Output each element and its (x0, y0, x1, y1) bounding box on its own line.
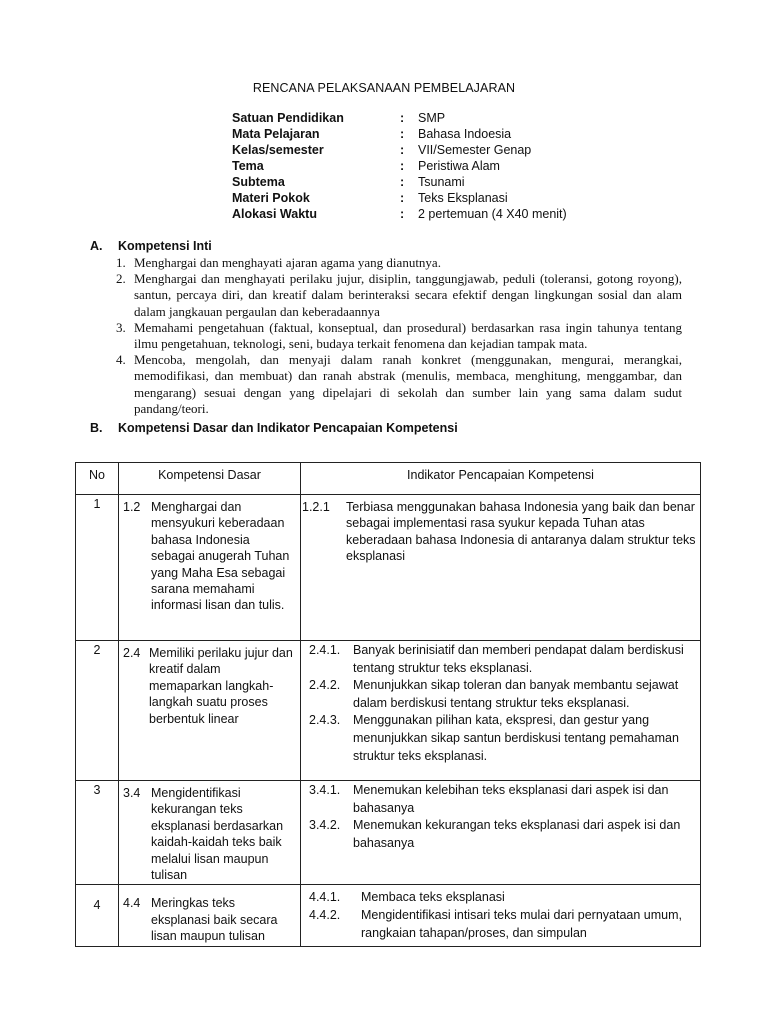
kd-text: Meringkas teks eksplanasi baik secara lisan maupun tulisan (151, 896, 278, 944)
section-b-letter: B. (90, 421, 103, 435)
identity-label: Tema (232, 159, 264, 173)
indicator-text: Menunjukkan sikap toleran dan banyak membantu sejawat dalam berdiskusi tentang struktur teks eksplanasi. (353, 678, 679, 710)
list-item-text: Mencoba, mengolah, dan menyaji dalam ranah konkret (menggunakan, mengurai, merangkai, memodifikasi, dan membuat) dan ranah abstrak (menulis, membaca, menghitung, menggambar, dan mengarang) sesuai dengan yang dipelajari di sekolah dan sumber lain yang sama dalam sudut pandang/teori. (134, 352, 682, 416)
indicator-code: 1.2.1 (302, 500, 330, 514)
indicator-text: Terbiasa menggunakan bahasa Indonesia yang baik dan benar sebagai implementasi rasa syukur kepada Tuhan atas keberadaan bahasa Indonesia di antaranya dalam struktur teks eksplanasi (346, 500, 696, 564)
indicator-cell (301, 781, 701, 885)
kompetensi-inti-list (90, 255, 682, 417)
identity-colon: : (400, 127, 405, 141)
table-row (76, 495, 701, 641)
list-item (116, 255, 682, 271)
document-title: RENCANA PELAKSANAAN PEMBELAJARAN (252, 81, 516, 95)
table-header-row (76, 463, 701, 495)
list-item-text: Menghargai dan menghayati perilaku jujur, disiplin, tanggungjawab, peduli (toleransi, gotong royong), santun, percaya diri, dan kreatif dalam berinteraksi secara efektif dengan lingkungan sosial dan alam dalam jangkauan pergaulan dan keberadaannya (134, 271, 682, 319)
indicator-text: Membaca teks eksplanasi (361, 890, 505, 905)
section-kompetensi-inti (90, 238, 682, 417)
kd-cell (119, 781, 301, 885)
identity-row-satuan (232, 110, 567, 126)
indicator-code: 2.4.3. (309, 713, 341, 728)
identity-block (232, 110, 567, 222)
identity-label: Satuan Pendidikan (232, 111, 344, 125)
identity-colon: : (400, 159, 405, 173)
indicator-cell (301, 495, 701, 641)
indicator-code: 3.4.1. (309, 783, 341, 797)
table-row (76, 885, 701, 947)
identity-row-kelas (232, 142, 567, 158)
identity-colon: : (400, 207, 405, 221)
identity-value: VII/Semester Genap (418, 143, 532, 157)
section-a-letter: A. (90, 239, 103, 253)
identity-value: Tsunami (418, 175, 465, 189)
indicator-cell (301, 641, 701, 781)
identity-value: Bahasa Indoesia (418, 127, 512, 141)
indicator-text: Mengidentifikasi intisari teks mulai dari pernyataan umum, rangkaian tahapan/proses, dan simpulan (361, 908, 682, 940)
identity-label: Kelas/semester (232, 143, 324, 157)
kd-text: Memiliki perilaku jujur dan kreatif dalam memaparkan langkah-langkah suatu proses berbentuk linear (149, 646, 293, 726)
kd-text: Menghargai dan mensyukuri keberadaan bahasa Indonesia sebagai anugerah Tuhan yang Maha Esa sebagai sarana memahami informasi lisan dan tulis. (151, 500, 290, 613)
indicator-code: 4.4.2. (309, 908, 341, 923)
indicator-code: 2.4.1. (309, 643, 341, 657)
identity-row-subtema (232, 174, 567, 190)
list-item-number: 4. (116, 352, 126, 368)
column-header-kd: Kompetensi Dasar (119, 463, 301, 495)
list-item (116, 271, 682, 320)
kd-cell (119, 641, 301, 781)
kompetensi-table (75, 462, 701, 947)
list-item-text: Menghargai dan menghayati ajaran agama yang dianutnya. (134, 255, 441, 270)
indicator-text: Menemukan kekurangan teks eksplanasi dari aspek isi dan bahasanya (353, 818, 681, 850)
indicator-cell (301, 885, 701, 947)
row-number: 2 (76, 641, 119, 781)
identity-value: SMP (418, 111, 446, 125)
row-number: 3 (76, 781, 119, 885)
indicator-code: 4.4.1. (309, 890, 341, 905)
identity-row-alokasi (232, 206, 567, 222)
indicator-code: 3.4.2. (309, 818, 341, 833)
list-item (116, 320, 682, 352)
identity-colon: : (400, 175, 405, 189)
identity-label: Alokasi Waktu (232, 207, 317, 221)
row-number: 4 (76, 885, 119, 947)
column-header-indikator: Indikator Pencapaian Kompetensi (301, 463, 701, 495)
section-b-title: Kompetensi Dasar dan Indikator Pencapaian Kompetensi (118, 421, 458, 435)
kd-cell (119, 885, 301, 947)
identity-row-mapel (232, 126, 567, 142)
identity-value: 2 pertemuan (4 X40 menit) (418, 207, 567, 221)
identity-label: Mata Pelajaran (232, 127, 320, 141)
column-header-no: No (76, 463, 119, 495)
section-a-heading (90, 238, 682, 255)
identity-row-materi (232, 190, 567, 206)
identity-label: Materi Pokok (232, 191, 310, 205)
row-number: 1 (76, 495, 119, 641)
indicator-text: Menemukan kelebihan teks eksplanasi dari aspek isi dan bahasanya (353, 783, 669, 815)
table-row (76, 781, 701, 885)
identity-colon: : (400, 191, 405, 205)
indicator-code: 2.4.2. (309, 678, 341, 693)
indicator-text: Banyak berinisiatif dan memberi pendapat dalam berdiskusi tentang struktur teks eksplanasi. (353, 643, 684, 675)
kd-code: 1.2 (123, 500, 141, 514)
identity-value: Peristiwa Alam (418, 159, 500, 173)
kd-cell (119, 495, 301, 641)
list-item-number: 1. (116, 255, 126, 270)
identity-colon: : (400, 143, 405, 157)
list-item-number: 3. (116, 319, 126, 335)
indicator-text: Menggunakan pilihan kata, ekspresi, dan gestur yang menunjukkan sikap santun berdiskusi tentang pemahaman struktur teks eksplanasi. (353, 713, 679, 763)
identity-colon: : (400, 111, 405, 125)
kd-code: 3.4 (123, 786, 141, 800)
list-item-text: Memahami pengetahuan (faktual, konseptual, dan prosedural) berdasarkan rasa ingin tahunya tentang ilmu pengetahuan, teknologi, seni, budaya terkait fenomena dan kejadian tampak mata. (134, 319, 682, 352)
list-item-number: 2. (116, 271, 126, 287)
kd-code: 4.4 (123, 896, 141, 911)
section-a-title: Kompetensi Inti (118, 239, 212, 253)
section-b-heading (90, 420, 458, 437)
identity-value: Teks Eksplanasi (418, 191, 508, 205)
list-item (116, 352, 682, 417)
identity-label: Subtema (232, 175, 285, 189)
table-row (76, 641, 701, 781)
kd-code: 2.4 (123, 646, 141, 660)
identity-row-tema (232, 158, 567, 174)
kd-text: Mengidentifikasi kekurangan teks eksplanasi berdasarkan kaidah-kaidah teks baik melalui lisan maupun tulisan (151, 786, 284, 883)
